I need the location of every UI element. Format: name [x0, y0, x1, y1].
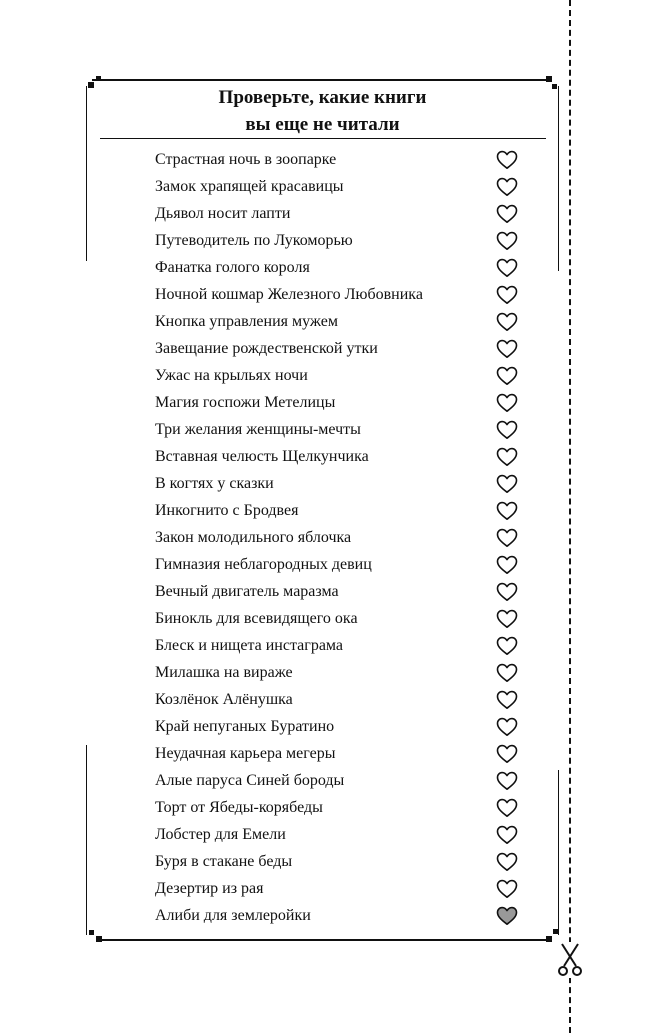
heart-outline-icon[interactable] — [496, 609, 518, 629]
book-title: Алые паруса Синей бороды — [155, 772, 345, 789]
heart-outline-icon[interactable] — [496, 690, 518, 710]
corner-ornament — [553, 929, 558, 934]
heart-outline-icon[interactable] — [496, 852, 518, 872]
heart-outline-icon[interactable] — [496, 501, 518, 521]
heart-outline-icon[interactable] — [496, 528, 518, 548]
book-title: В когтях у сказки — [155, 475, 274, 492]
heart-outline-icon[interactable] — [496, 582, 518, 602]
book-title: Алиби для землеройки — [155, 907, 311, 924]
book-title: Край непуганых Буратино — [155, 718, 335, 735]
book-title: Фанатка голого короля — [155, 259, 310, 276]
frame-bottom-border-right — [368, 939, 552, 941]
book-list-item — [155, 256, 525, 283]
heart-outline-icon[interactable] — [496, 150, 518, 170]
book-list-item — [155, 904, 525, 931]
book-list-item — [155, 391, 525, 418]
heart-outline-icon[interactable] — [496, 744, 518, 764]
book-list-item — [155, 337, 525, 364]
heart-outline-icon[interactable] — [496, 825, 518, 845]
heart-outline-icon[interactable] — [496, 339, 518, 359]
heart-outline-icon[interactable] — [496, 555, 518, 575]
frame-left-border-bottom — [86, 745, 87, 935]
page-title-line-1: Проверьте, какие книги — [218, 87, 427, 108]
heart-outline-icon[interactable] — [496, 177, 518, 197]
book-list-item — [155, 445, 525, 472]
heart-filled-icon[interactable] — [496, 906, 518, 926]
book-list-item — [155, 553, 525, 580]
page-title-line-2: вы еще не читали — [245, 114, 400, 135]
book-list-item — [155, 499, 525, 526]
book-list-item — [155, 661, 525, 688]
frame-bottom-border — [98, 939, 368, 941]
book-list-item — [155, 769, 525, 796]
book-list-item — [155, 472, 525, 499]
heart-outline-icon[interactable] — [496, 879, 518, 899]
corner-ornament — [88, 82, 94, 88]
corner-ornament — [546, 76, 552, 82]
book-list-item — [155, 580, 525, 607]
book-title: Гимназия неблагородных девиц — [155, 556, 372, 573]
book-list-item — [155, 715, 525, 742]
book-list-item — [155, 310, 525, 337]
heart-outline-icon[interactable] — [496, 231, 518, 251]
book-title: Закон молодильного яблочка — [155, 529, 352, 546]
book-title: Инкогнито с Бродвея — [155, 502, 299, 519]
frame-left-border-top — [86, 86, 87, 261]
book-title: Страстная ночь в зоопарке — [155, 151, 337, 168]
book-list-item — [155, 742, 525, 769]
book-list-item — [155, 229, 525, 256]
heart-outline-icon[interactable] — [496, 636, 518, 656]
corner-ornament — [96, 76, 101, 81]
book-title: Дьявол носит лапти — [155, 205, 291, 222]
book-title: Путеводитель по Лукоморью — [155, 232, 353, 249]
heart-outline-icon[interactable] — [496, 663, 518, 683]
heart-outline-icon[interactable] — [496, 447, 518, 467]
book-list-item — [155, 148, 525, 175]
book-title: Дезертир из рая — [155, 880, 264, 897]
heart-outline-icon[interactable] — [496, 798, 518, 818]
scissors-icon — [556, 942, 584, 978]
book-list-item — [155, 634, 525, 661]
book-list-item — [155, 202, 525, 229]
book-title: Блеск и нищета инстаграма — [155, 637, 344, 654]
book-title: Замок храпящей красавицы — [155, 178, 344, 195]
frame-right-border-top — [558, 86, 559, 271]
book-list-item — [155, 607, 525, 634]
book-title: Завещание рождественской утки — [155, 340, 378, 357]
heart-outline-icon[interactable] — [496, 771, 518, 791]
corner-ornament — [546, 936, 552, 942]
book-title: Кнопка управления мужем — [155, 313, 338, 330]
book-list-item — [155, 823, 525, 850]
book-list-item — [155, 364, 525, 391]
book-title: Вставная челюсть Щелкунчика — [155, 448, 369, 465]
book-title: Вечный двигатель маразма — [155, 583, 339, 600]
heart-outline-icon[interactable] — [496, 285, 518, 305]
title-divider — [100, 138, 546, 139]
book-title: Ночной кошмар Железного Любовника — [155, 286, 423, 303]
book-list-item — [155, 877, 525, 904]
frame-right-border-bottom — [558, 770, 559, 935]
book-title: Лобстер для Емели — [155, 826, 286, 843]
book-list-item — [155, 175, 525, 202]
book-list-item — [155, 850, 525, 877]
heart-outline-icon[interactable] — [496, 366, 518, 386]
heart-outline-icon[interactable] — [496, 258, 518, 278]
cut-line — [569, 0, 571, 1033]
book-list-item — [155, 526, 525, 553]
book-title: Ужас на крыльях ночи — [155, 367, 308, 384]
heart-outline-icon[interactable] — [496, 393, 518, 413]
corner-ornament — [552, 84, 557, 89]
book-list-item — [155, 688, 525, 715]
book-title: Магия госпожи Метелицы — [155, 394, 336, 411]
book-title: Бинокль для всевидящего ока — [155, 610, 358, 627]
heart-outline-icon[interactable] — [496, 420, 518, 440]
book-title: Три желания женщины-мечты — [155, 421, 361, 438]
book-list-item — [155, 796, 525, 823]
frame-top-border — [92, 79, 552, 81]
heart-outline-icon[interactable] — [496, 312, 518, 332]
book-list-item — [155, 283, 525, 310]
book-title: Милашка на вираже — [155, 664, 293, 681]
page-title — [100, 84, 545, 138]
corner-ornament — [96, 936, 102, 942]
heart-outline-icon[interactable] — [496, 204, 518, 224]
heart-outline-icon[interactable] — [496, 717, 518, 737]
book-list-item — [155, 418, 525, 445]
book-title: Торт от Ябеды-корябеды — [155, 799, 323, 816]
book-checklist — [155, 148, 525, 931]
corner-ornament — [89, 930, 94, 935]
book-title: Неудачная карьера мегеры — [155, 745, 336, 762]
book-title: Буря в стакане беды — [155, 853, 293, 870]
heart-outline-icon[interactable] — [496, 474, 518, 494]
book-title: Козлёнок Алёнушка — [155, 691, 293, 708]
